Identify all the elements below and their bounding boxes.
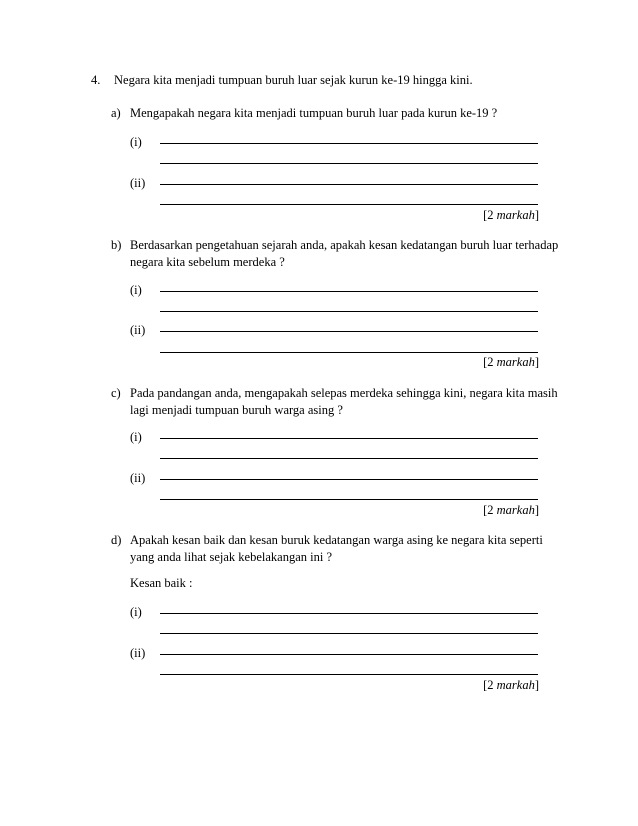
part-d-answer-ii-label: (ii) xyxy=(130,646,146,660)
part-c-label: c) xyxy=(111,386,121,400)
part-b-answer-i-line-2[interactable] xyxy=(160,311,538,312)
part-a-answer-i-line-2[interactable] xyxy=(160,163,538,164)
part-b-question-line-1: Berdasarkan pengetahuan sejarah anda, apakah kesan kedatangan buruh luar terhadap xyxy=(130,238,559,252)
part-c-question-line-1: Pada pandangan anda, mengapakah selepas merdeka sehingga kini, negara kita masih xyxy=(130,386,558,400)
part-b-marks: [2 markah] xyxy=(483,355,539,369)
part-d-answer-i-label: (i) xyxy=(130,605,142,619)
part-c-answer-i-line-2[interactable] xyxy=(160,458,538,459)
part-b-question-line-2: negara kita sebelum merdeka ? xyxy=(130,255,285,269)
part-d-answer-ii-line-1[interactable] xyxy=(160,654,538,655)
part-b-answer-i-line-1[interactable] xyxy=(160,291,538,292)
part-c-marks: [2 markah] xyxy=(483,503,539,517)
part-a-answer-ii-line-1[interactable] xyxy=(160,184,538,185)
part-d-subheading: Kesan baik : xyxy=(130,576,193,590)
part-b-answer-ii-line-1[interactable] xyxy=(160,331,538,332)
part-d-answer-ii-line-2[interactable] xyxy=(160,674,538,675)
part-d-label: d) xyxy=(111,533,122,547)
part-b-label: b) xyxy=(111,238,122,252)
part-a-marks: [2 markah] xyxy=(483,208,539,222)
part-b-answer-i-label: (i) xyxy=(130,283,142,297)
part-d-answer-i-line-1[interactable] xyxy=(160,613,538,614)
part-c-answer-ii-line-1[interactable] xyxy=(160,479,538,480)
part-b-answer-ii-line-2[interactable] xyxy=(160,352,538,353)
part-c-answer-ii-label: (ii) xyxy=(130,471,146,485)
part-a-answer-i-line-1[interactable] xyxy=(160,143,538,144)
part-a-answer-ii-line-2[interactable] xyxy=(160,204,538,205)
part-d-marks: [2 markah] xyxy=(483,678,539,692)
part-d-answer-i-line-2[interactable] xyxy=(160,633,538,634)
part-c-answer-ii-line-2[interactable] xyxy=(160,499,538,500)
part-c-answer-i-line-1[interactable] xyxy=(160,438,538,439)
part-d-question-line-1: Apakah kesan baik dan kesan buruk kedatangan warga asing ke negara kita seperti xyxy=(130,533,543,547)
question-text: Negara kita menjadi tumpuan buruh luar sejak kurun ke-19 hingga kini. xyxy=(114,73,473,87)
part-a-answer-i-label: (i) xyxy=(130,135,142,149)
part-c-answer-i-label: (i) xyxy=(130,430,142,444)
part-a-label: a) xyxy=(111,106,121,120)
part-a-answer-ii-label: (ii) xyxy=(130,176,146,190)
part-c-question-line-2: lagi menjadi tumpuan buruh warga asing ? xyxy=(130,403,343,417)
part-a-question: Mengapakah negara kita menjadi tumpuan buruh luar pada kurun ke-19 ? xyxy=(130,106,498,120)
question-number: 4. xyxy=(91,73,101,87)
part-b-answer-ii-label: (ii) xyxy=(130,323,146,337)
part-d-question-line-2: yang anda lihat sejak kebelakangan ini ? xyxy=(130,550,333,564)
